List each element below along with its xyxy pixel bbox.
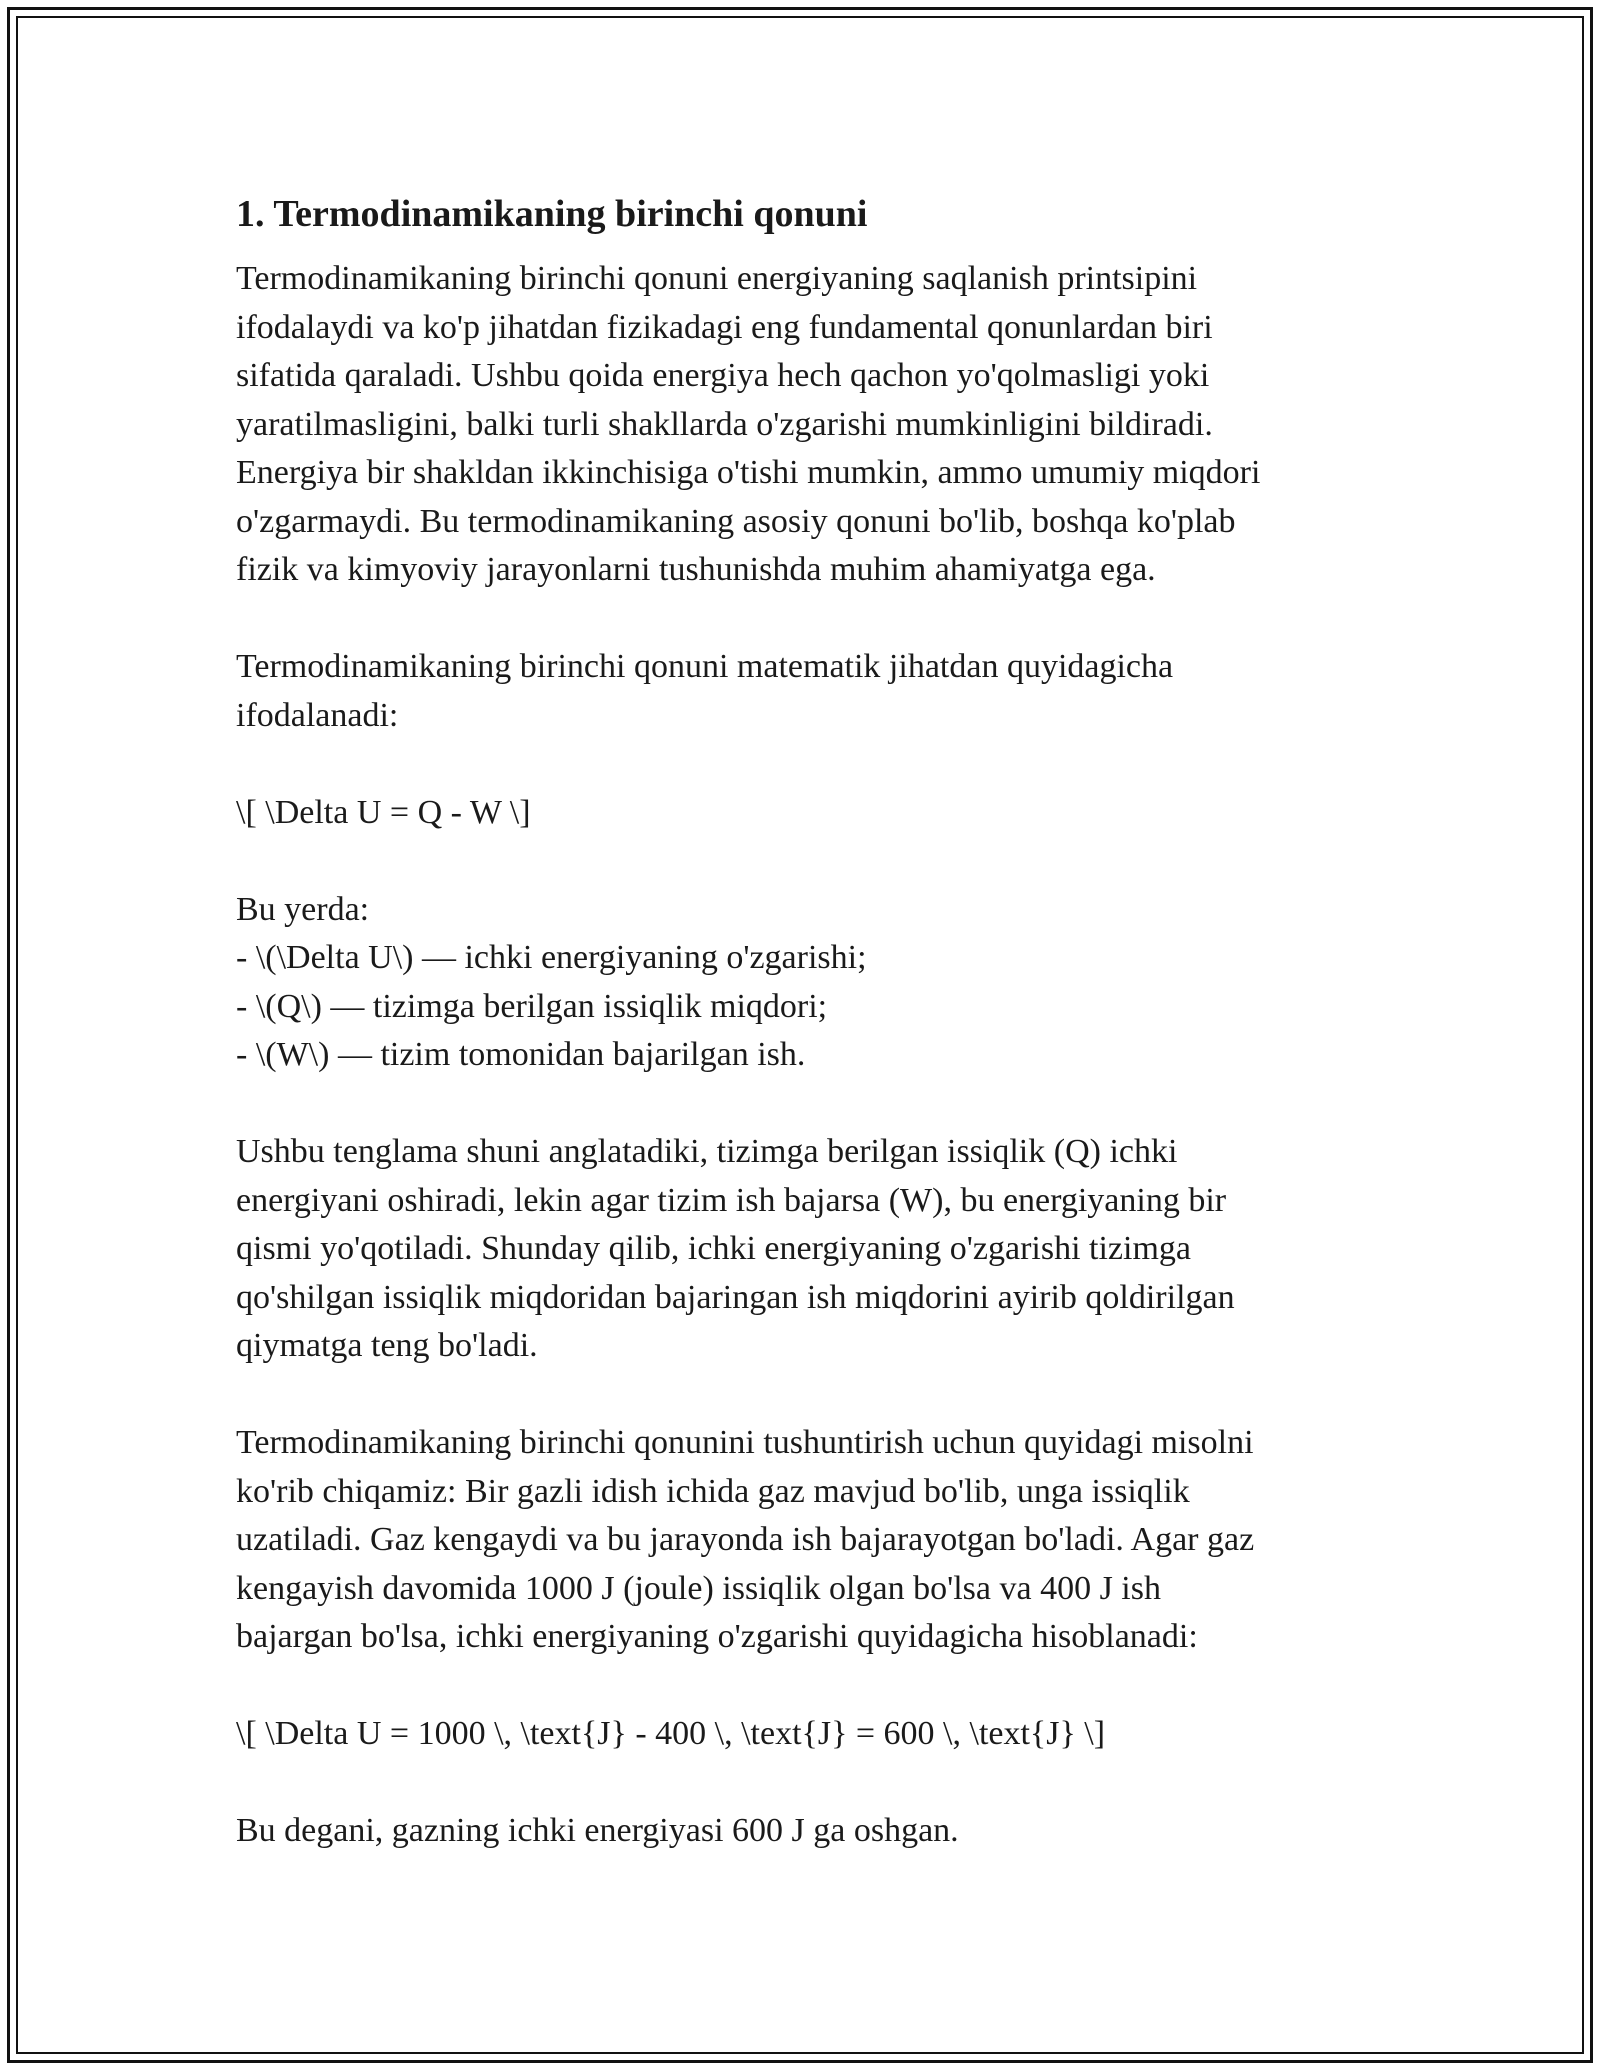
section-heading: 1. Termodinamikaning birinchi qonuni (236, 193, 868, 235)
variable-definitions-list: Bu yerda: - \(\Delta U\) — ichki energiyaning o'zgarishi; - \(Q\) — tizimga berilgan issiqlik miqdori; - \(W\) — tizim tomonidan bajarilgan ish. (236, 890, 867, 1073)
formula-example-calculation: \[ \Delta U = 1000 \, \text{J} - 400 \, \text{J} = 600 \, \text{J} \] (236, 1715, 1106, 1752)
intro-paragraph: Termodinamikaning birinchi qonuni energiyaning saqlanish printsipini ifodalaydi va ko'p jihatdan fizikadagi eng fundamental qonunlardan biri sifatida qaraladi. Ushbu qoida energiya hech qachon yo'qolmasligi yoki yaratilmasligini, balki turli shakllarda o'zgarishi mumkinligini bildiradi. Energiya bir shakldan ikkinchisiga o'tishi mumkin, ammo umumiy miqdori o'zgarmaydi. Bu termodinamikaning asosiy qonuni bo'lib, boshqa ko'plab fizik va kimyoviy jarayonlarni tushunishda muhim ahamiyatga ega. (236, 260, 1261, 588)
document-body (236, 186, 1356, 1856)
conclusion-paragraph: Bu degani, gazning ichki energiyasi 600 J ga oshgan. (236, 1812, 959, 1849)
example-paragraph: Termodinamikaning birinchi qonunini tushuntirish uchun quyidagi misolni ko'rib chiqamiz: Bir gazli idish ichida gaz mavjud bo'lib, unga issiqlik uzatiladi. Gaz kengaydi va bu jarayonda ish bajarayotgan bo'ladi. Agar gaz kengayish davomida 1000 J (joule) issiqlik olgan bo'lsa va 400 J ish bajargan bo'lsa, ichki energiyaning o'zgarishi quyidagicha hisoblanadi: (236, 1424, 1255, 1655)
formula-intro-paragraph: Termodinamikaning birinchi qonuni matematik jihatdan quyidagicha ifodalanadi: (236, 648, 1174, 734)
explanation-paragraph: Ushbu tenglama shuni anglatadiki, tizimga berilgan issiqlik (Q) ichki energiyani oshiradi, lekin agar tizim ish bajarsa (W), bu energiyaning bir qismi yo'qotiladi. Shunday qilib, ichki energiyaning o'zgarishi tizimga qo'shilgan issiqlik miqdoridan bajaringan ish miqdorini ayirib qoldirilgan qiymatga teng bo'ladi. (236, 1133, 1235, 1364)
formula-first-law: \[ \Delta U = Q - W \] (236, 793, 531, 831)
